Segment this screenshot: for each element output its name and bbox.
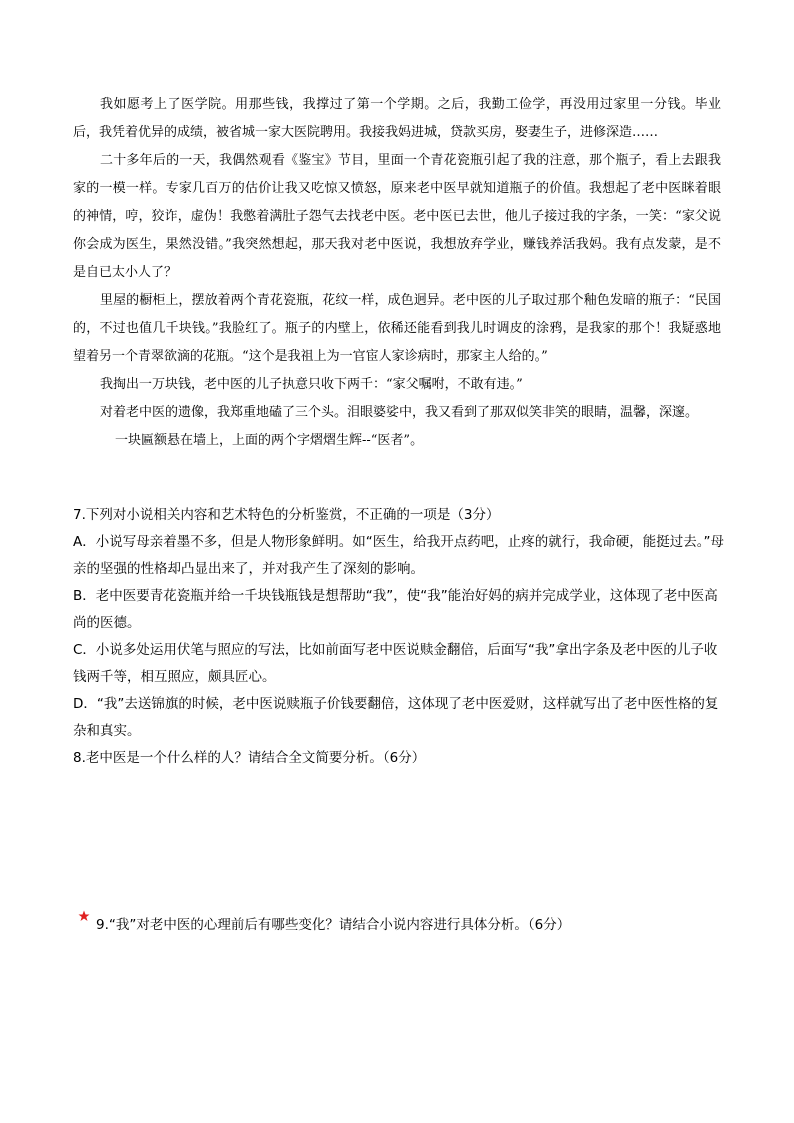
question-9	[78, 912, 728, 939]
question-9-text: 9.“我”对老中医的心理前后有哪些变化？请结合小说内容进行具体分析。（6分）	[96, 917, 571, 933]
question-8: 8.老中医是一个什么样的人？请结合全文简要分析。（6分）	[73, 750, 426, 766]
question-7-option-a: A．小说写母亲着墨不多，但是人物形象鲜明。如“医生，给我开点药吧，止疼的就行，我命硬，能挺过去。”母亲的坚强的性格却凸显出来了，并对我产生了深刻的影响。	[73, 534, 724, 577]
story-paragraph-4: 我掏出一万块钱，老中医的儿子执意只收下两千：“家父嘱咐，不敢有违。”	[100, 377, 523, 392]
story-paragraph-2: 二十多年后的一天，我偶然观看《鉴宝》节目，里面一个青花瓷瓶引起了我的注意，那个瓶子，看上去跟我家的一模一样。专家几百万的估价让我又吃惊又愤怒，原来老中医早就知道瓶子的价值。我想起了老中医眯着眼的神情，哼，狡诈，虚伪！我憋着满肚子怨气去找老中医。老中医已去世，他儿子接过我的字条，一笑：“家父说你会成为医生，果然没错。”我突然想起，那天我对老中医说，我想放弃学业，赚钱养活我妈。我有点发蒙，是不是自已太小人了？	[73, 153, 721, 280]
question-7-option-c: C．小说多处运用伏笔与照应的写法，比如前面写老中医说赎金翻倍，后面写“我”拿出字条及老中医的儿子收钱两千等，相互照应，颇具匠心。	[73, 642, 718, 685]
story-paragraph-5: 对着老中医的遗像，我郑重地磕了三个头。泪眼婆娑中，我又看到了那双似笑非笑的眼睛，温馨，深邃。	[100, 405, 699, 420]
question-7-option-b: B．老中医要青花瓷瓶并给一千块钱瓶钱是想帮助“我”，使“我”能治好妈的病并完成学业，这体现了老中医高尚的医德。	[73, 588, 718, 631]
question-7-block	[73, 502, 725, 772]
question-7-stem: 7.下列对小说相关内容和艺术特色的分析鉴赏，不正确的一项是（3分）	[73, 507, 500, 523]
story-excerpt	[73, 91, 721, 455]
star-icon	[78, 905, 90, 932]
story-paragraph-6: 一块匾额悬在墙上，上面的两个字熠熠生辉--“医者”。	[115, 433, 424, 448]
story-paragraph-1: 我如愿考上了医学院。用那些钱，我撑过了第一个学期。之后，我勤工俭学，再没用过家里一分钱。毕业后，我凭着优异的成绩，被省城一家大医院聘用。我接我妈进城，贷款买房，娶妻生子，进修深造……	[73, 97, 721, 140]
question-7-option-d: D．“我”去送锦旗的时候，老中医说赎瓶子价钱要翻倍，这体现了老中医爱财，这样就写出了老中医性格的复杂和真实。	[73, 696, 719, 739]
story-paragraph-3: 里屋的橱柜上，摆放着两个青花瓷瓶，花纹一样，成色迥异。老中医的儿子取过那个釉色发暗的瓶子：“民国的，不过也值几千块钱。”我脸红了。瓶子的内壁上，依稀还能看到我儿时调皮的涂鸦，是我家的那个！我疑惑地望着另一个青翠欲滴的花瓶。“这个是我祖上为一官宦人家诊病时，那家主人给的。”	[73, 293, 721, 364]
